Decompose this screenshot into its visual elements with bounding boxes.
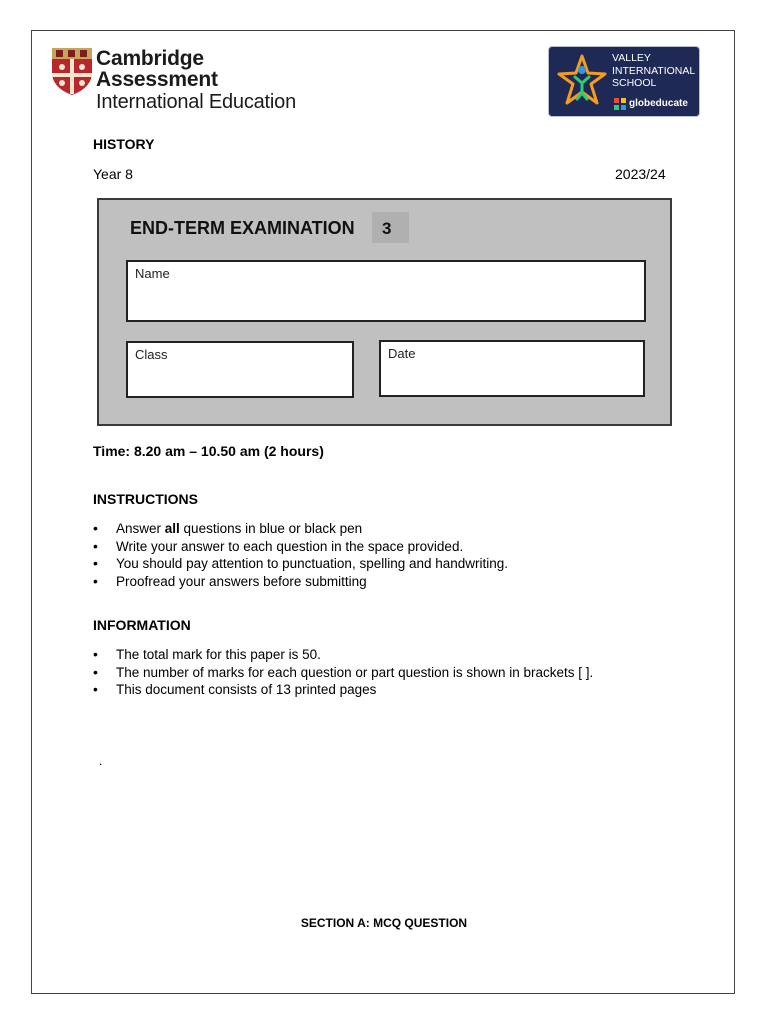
class-label: Class — [135, 347, 168, 362]
information-item: • The number of marks for each question or part question is shown in brackets [ ]. — [93, 664, 713, 682]
subject-heading: HISTORY — [93, 136, 155, 152]
class-field[interactable] — [126, 341, 354, 398]
time-label: Time: 8.20 am – 10.50 am (2 hours) — [93, 443, 324, 459]
starfish-icon — [557, 53, 607, 109]
cambridge-title: Cambridge Assessment — [96, 47, 218, 91]
information-item: • The total mark for this paper is 50. — [93, 646, 713, 664]
cambridge-subtitle: International Education — [96, 91, 296, 113]
school-logo — [548, 46, 700, 117]
stray-mark: . — [99, 754, 103, 768]
name-label: Name — [135, 266, 170, 281]
school-name-line2: INTERNATIONAL — [612, 64, 696, 77]
information-item: • This document consists of 13 printed pages — [93, 681, 713, 699]
school-name-line3: SCHOOL — [612, 77, 657, 89]
academic-year: 2023/24 — [615, 166, 666, 182]
school-name-line1: VALLEY — [612, 52, 651, 64]
exam-title: END-TERM EXAMINATION — [130, 218, 355, 238]
instructions-heading: INSTRUCTIONS — [93, 491, 198, 507]
date-label: Date — [388, 346, 416, 361]
year-label: Year 8 — [93, 166, 133, 182]
name-field[interactable] — [126, 260, 646, 322]
instruction-item: • Write your answer to each question in the space provided. — [93, 538, 713, 556]
information-list — [93, 646, 713, 699]
date-field[interactable] — [379, 340, 645, 397]
cambridge-logo — [44, 44, 328, 113]
exam-number: 3 — [382, 219, 392, 238]
globeducate-label: globeducate — [629, 98, 688, 109]
instruction-item: • Answer all questions in blue or black pen — [93, 520, 713, 538]
section-heading: SECTION A: MCQ QUESTION — [300, 916, 468, 930]
instructions-list — [93, 520, 713, 590]
globeducate-icon — [613, 97, 627, 111]
information-heading: INFORMATION — [93, 617, 191, 633]
instruction-item: • Proofread your answers before submitting — [93, 573, 713, 591]
cambridge-shield-icon — [50, 46, 94, 96]
instruction-item: • You should pay attention to punctuation, spelling and handwriting. — [93, 555, 713, 573]
